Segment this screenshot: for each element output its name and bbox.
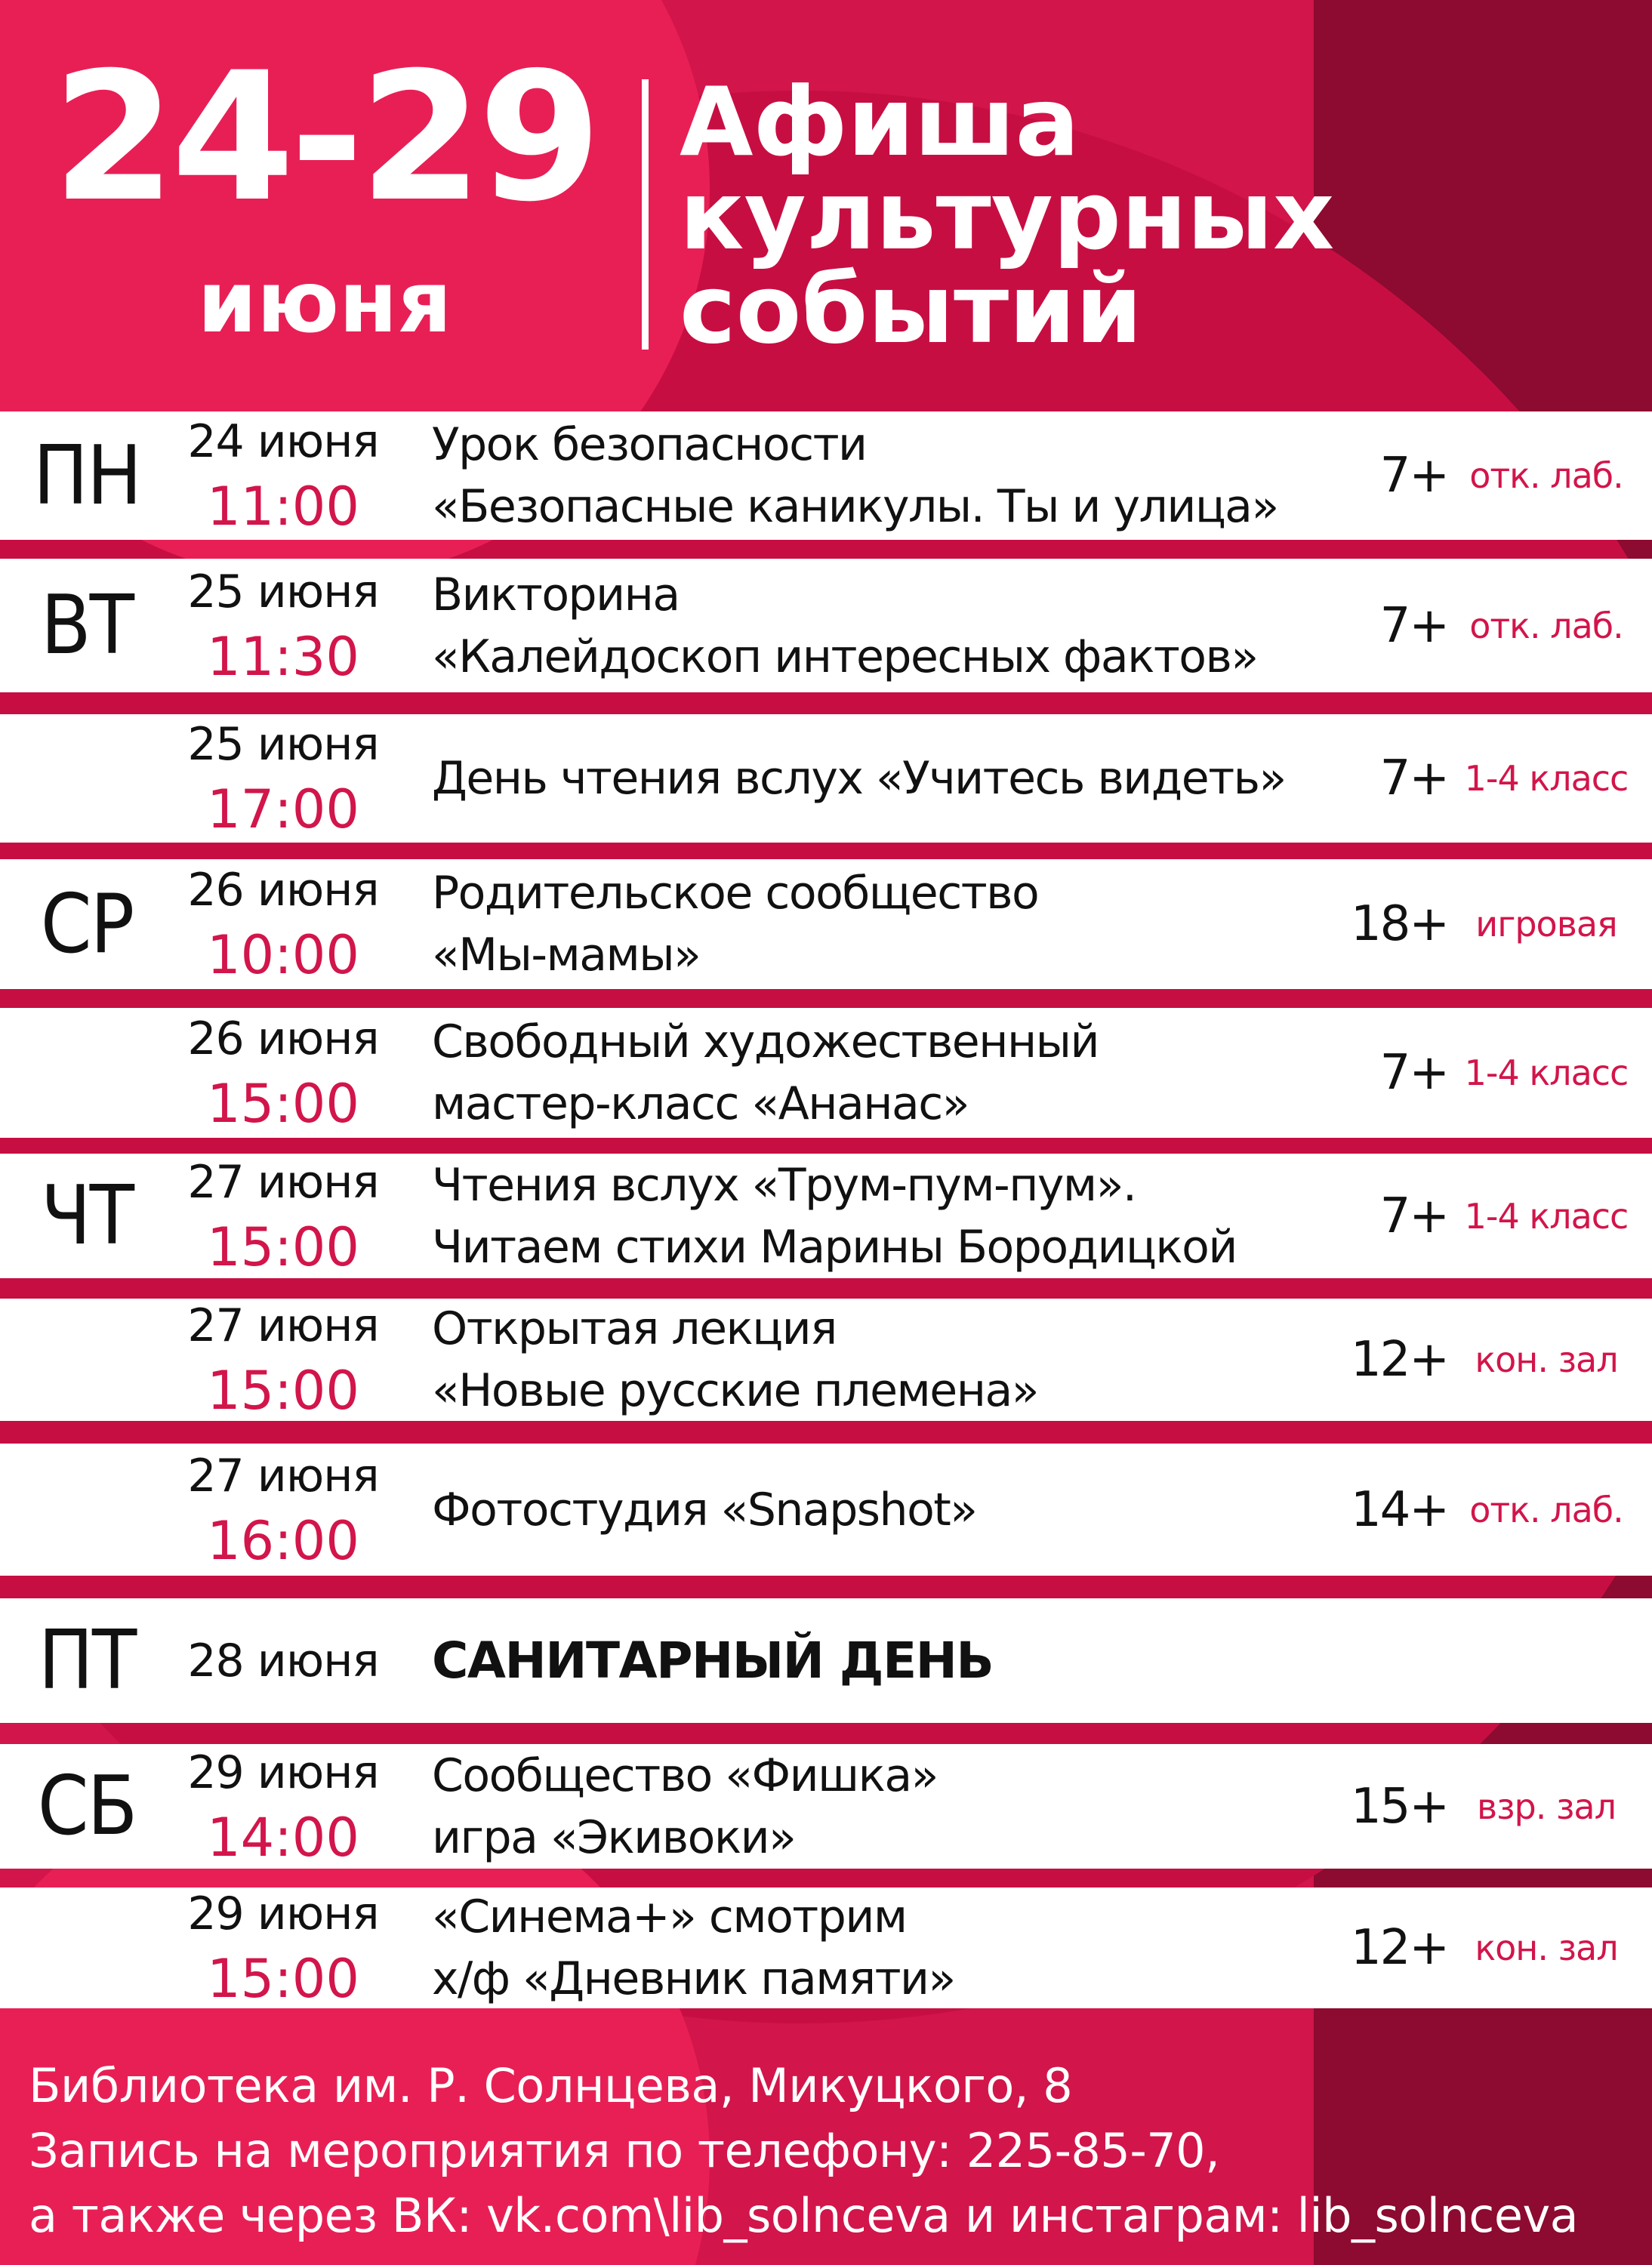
event-venue: 1-4 класс [1464,1195,1629,1237]
event-title [432,559,1353,692]
age-rating: 7+ [1379,1188,1448,1244]
event-date: 26 июня [187,1012,379,1065]
social-links: а также через ВК: vk.com\lib_solnceva и инстаграм: lib_solnceva [29,2188,1579,2243]
event-venue: кон. зал [1475,1928,1618,1968]
event-title [432,1154,1353,1278]
event-row [0,1008,1652,1138]
event-title-line: Сообщество «Фишка» [432,1749,938,1802]
age-rating: 15+ [1350,1778,1448,1835]
event-venue: взр. зал [1476,1786,1617,1827]
event-date: 29 июня [187,1888,379,1940]
weekday-label: СБ [37,1759,137,1854]
event-title-line: игра «Экивоки» [432,1810,796,1864]
event-title-line: «Безопасные каникулы. Ты и улица» [432,480,1278,533]
weekday-label [0,1299,174,1421]
event-date: 24 июня [187,415,379,468]
poster-title [680,66,1335,365]
age-rating: 18+ [1350,896,1448,952]
event-date: 25 июня [187,718,379,771]
event-title-line: «Мы-мамы» [432,929,701,982]
event-date: 27 июня [187,1155,379,1209]
weekday-label: ВТ [41,578,133,673]
header-divider [642,79,649,350]
event-datetime [174,859,393,989]
event-title [432,1744,1353,1869]
event-venue: отк. лаб. [1469,605,1623,646]
event-datetime [174,1888,393,2008]
age-rating: 12+ [1350,1332,1448,1388]
event-venue: отк. лаб. [1469,455,1623,496]
event-time: 15:00 [207,1073,359,1135]
event-date: 25 июня [187,565,379,618]
age-rating: 7+ [1379,750,1448,806]
event-row [0,714,1652,843]
event-time: 15:00 [207,1948,359,2010]
library-address: Библиотека им. Р. Солнцева, Микуцкого, 8 [29,2058,1073,2113]
age-rating: 7+ [1379,597,1448,654]
weekday-label: ЧТ [41,1169,133,1263]
event-datetime [174,411,393,540]
event-title [432,1444,1353,1576]
weekday-label [0,714,174,843]
event-title-line: Читаем стихи Марины Бородицкой [432,1220,1237,1274]
poster-footer [29,2054,1578,2248]
event-title-line: Свободный художественный [432,1015,1099,1068]
title-line: событий [680,254,1142,365]
event-row [0,1444,1652,1576]
event-title [432,411,1353,540]
event-venue: игровая [1475,904,1617,945]
event-venue: 1-4 класс [1464,1052,1629,1093]
weekday-label [0,1008,174,1138]
event-title-line: Фотостудия «Snapshot» [432,1483,977,1536]
event-time: 10:00 [207,924,359,986]
event-date: 27 июня [187,1449,379,1502]
event-time: 15:00 [207,1360,359,1422]
event-datetime [174,1299,393,1421]
age-rating: 14+ [1350,1481,1448,1538]
event-datetime [174,1744,393,1869]
event-venue: 1-4 класс [1464,758,1629,799]
age-rating: 7+ [1379,448,1448,504]
event-datetime [174,1154,393,1278]
event-time: 17:00 [207,778,359,840]
event-datetime [174,1008,393,1138]
event-title [432,1888,1353,2008]
event-row [0,1598,1652,1723]
event-title-line: Урок безопасности [432,418,867,471]
weekday-label: ПТ [38,1613,136,1708]
event-row [0,559,1652,692]
event-title-line: Викторина [432,568,680,621]
title-line: культурных [680,160,1335,271]
weekday-label [0,1888,174,2008]
event-title [432,1598,1353,1723]
event-title-line: Открытая лекция [432,1302,837,1355]
registration-phone: Запись на мероприятия по телефону: 225-85-70, [29,2123,1220,2178]
event-title [432,1299,1353,1421]
event-venue: отк. лаб. [1469,1489,1623,1530]
event-row [0,1744,1652,1869]
event-time: 16:00 [207,1509,359,1572]
poster-header [0,0,1652,408]
event-title [432,1008,1353,1138]
event-title-line: Чтения вслух «Трум-пум-пум». [432,1158,1136,1212]
event-title-line: Родительское сообщество [432,867,1039,920]
event-datetime [174,1598,393,1723]
event-title-line: День чтения вслух «Учитесь видеть» [432,752,1286,805]
event-title-line: САНИТАРНЫЙ ДЕНЬ [432,1631,994,1690]
date-range: 24-29 [52,35,597,241]
event-datetime [174,1444,393,1576]
event-date: 27 июня [187,1299,379,1352]
event-title-line: мастер-класс «Ананас» [432,1077,969,1130]
event-row [0,1888,1652,2008]
event-time: 14:00 [207,1806,359,1869]
event-time: 11:00 [207,476,359,538]
event-datetime [174,714,393,843]
event-row [0,859,1652,989]
weekday-label: СР [40,877,134,972]
age-rating: 7+ [1379,1045,1448,1101]
weekday-label: ПН [32,428,141,523]
event-datetime [174,559,393,692]
weekday-label [0,1444,174,1576]
title-line: Афиша [680,66,1080,177]
event-title [432,859,1353,989]
month-label: июня [197,254,452,352]
event-title-line: «Калейдоскоп интересных фактов» [432,630,1258,683]
event-row [0,1299,1652,1421]
event-row [0,411,1652,540]
event-date: 28 июня [187,1634,379,1687]
event-title [432,714,1353,843]
event-title-line: «Синема+» смотрим [432,1891,907,1943]
event-date: 26 июня [187,864,379,917]
event-time: 11:30 [207,625,359,688]
event-title-line: х/ф «Дневник памяти» [432,1952,955,2005]
event-venue: кон. зал [1475,1339,1618,1380]
event-time: 15:00 [207,1216,359,1278]
event-row [0,1154,1652,1278]
age-rating: 12+ [1350,1920,1448,1976]
event-date: 29 июня [187,1746,379,1799]
event-title-line: «Новые русские племена» [432,1364,1038,1417]
